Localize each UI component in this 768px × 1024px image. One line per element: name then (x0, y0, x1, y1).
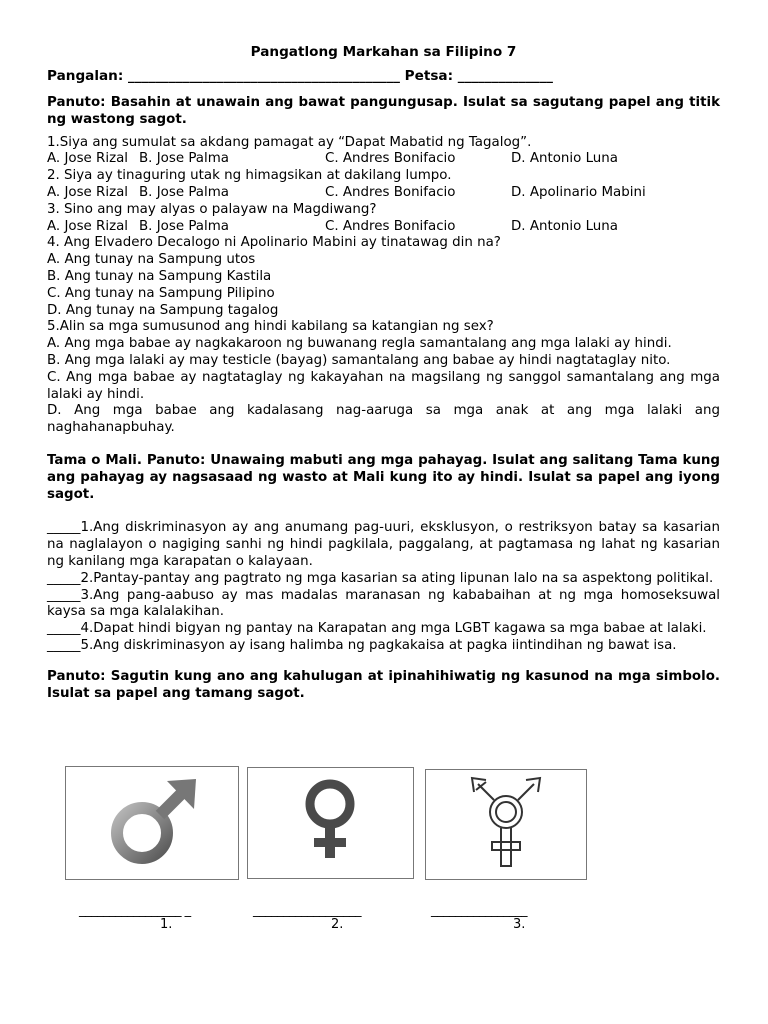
question-1-choices (47, 151, 720, 168)
name-field: ________________________________________ (128, 68, 400, 84)
section3-instruction: Panuto: Sagutin kung ano ang kahulugan at ipinahihiwatig ng kasunod na mga simbolo. Isulat sa papel ang tamang sagot. (47, 668, 720, 701)
symbol-box-1 (65, 766, 239, 880)
choice-a: A. Jose Rizal (47, 151, 129, 167)
transgender-symbol-icon (426, 770, 586, 879)
worksheet (47, 44, 720, 702)
question-5: 5.Alin sa mga sumusunod ang hindi kabilang sa katangian ng sex? (47, 319, 494, 335)
section1-instruction: Panuto: Basahin at unawain ang bawat pangungusap. Isulat sa sagutang papel ang titik ng wastong sagot. (47, 95, 720, 127)
question-3-choices (47, 219, 720, 236)
choice-a: A. Jose Rizal (47, 184, 129, 200)
choice-a: A. Ang mga babae ay nagkakaroon ng buwanang regla samantalang ang mga lalaki ay hindi. (47, 336, 672, 352)
true-false-item-3: _____3.Ang pang-aabuso ay mas madalas maranasan ng kababaihan at ng mga homoseksuwal kaysa sa mga kalalakihan. (47, 587, 720, 620)
true-false-item-5: _____5.Ang diskriminasyon ay isang halimba ng pagkakaisa at pagka iintindihan ng bawat isa. (47, 637, 677, 653)
choice-c: C. Andres Bonifacio (325, 151, 456, 167)
choice-b: B. Ang mga lalaki ay may testicle (bayag) samantalang ang babae ay hindi nagtataglay nito. (47, 352, 671, 368)
true-false-item-2: _____2.Pantay-pantay ang pagtrato ng mga kasarian sa ating lipunan lalo na sa aspektong politikal. (47, 570, 714, 586)
choice-c: C. Ang tunay na Sampung Pilipino (47, 285, 275, 301)
name-label: Pangalan: (47, 68, 124, 84)
choice-d: D. Apolinario Mabini (511, 184, 646, 200)
choice-a: A. Ang tunay na Sampung utos (47, 252, 256, 268)
date-label: Petsa: (404, 68, 454, 84)
choice-d: D. Antonio Luna (511, 151, 618, 167)
answer-blank-1: _________________ _ (79, 903, 191, 918)
symbol-box-2 (247, 767, 414, 879)
name-date-line (47, 68, 720, 84)
choice-b: B. Jose Palma (139, 151, 229, 167)
female-symbol-icon (248, 768, 413, 878)
section2-instruction: Tama o Mali. Panuto: Unawaing mabuti ang mga pahayag. Isulat ang salitang Tama kung ang pahayag ay nagsasaad ng wasto at Mali kung ito ay hindi. Isulat sa papel ang iyong sagot. (47, 452, 720, 502)
choice-a: A. Jose Rizal (47, 218, 129, 234)
answer-blank-3: ________________ (431, 903, 527, 918)
answer-number-2: 2. (331, 917, 344, 932)
page-title: Pangatlong Markahan sa Filipino 7 (250, 44, 517, 60)
question-2: 2. Siya ay tinaguring utak ng himagsikan at dakilang lumpo. (47, 168, 452, 184)
true-false-item-1: _____1.Ang diskriminasyon ay ang anumang pag-uuri, eksklusyon, o restriksyon batay sa kasarian na naglalayon o nagiging sanhi ng hindi pagkilala, paggalang, at pagtamasa ng lahat ng kasarian ng kanilang mga karapatan o kalayaan. (47, 520, 720, 569)
choice-d: D. Antonio Luna (511, 218, 618, 234)
question-4: 4. Ang Elvadero Decalogo ni Apolinario Mabini ay tinatawag din na? (47, 235, 501, 251)
date-field: ______________ (457, 68, 553, 84)
true-false-item-4: _____4.Dapat hindi bigyan ng pantay na Karapatan ang mga LGBT kagawa sa mga babae at lalaki. (47, 621, 707, 637)
choice-c: C. Andres Bonifacio (325, 184, 456, 200)
question-3: 3. Sino ang may alyas o palayaw na Magdiwang? (47, 201, 377, 217)
symbol-box-3 (425, 769, 587, 880)
answer-number-3: 3. (513, 917, 526, 932)
question-1: 1.Siya ang sumulat sa akdang pamagat ay “Dapat Mabatid ng Tagalog”. (47, 134, 532, 150)
choice-d: D. Ang tunay na Sampung tagalog (47, 302, 279, 318)
question-2-choices (47, 185, 720, 202)
choice-b: B. Jose Palma (139, 218, 229, 234)
choice-d: D. Ang mga babae ang kadalasang nag-aaruga sa mga anak at ang mga lalaki ang naghahanapbuhay. (47, 403, 720, 436)
choice-b: B. Ang tunay na Sampung Kastila (47, 268, 272, 284)
choice-c: C. Ang mga babae ay nagtataglay ng kakayahan na magsilang ng sanggol samantalang ang mga lalaki ay hindi. (47, 369, 720, 402)
male-symbol-icon (66, 767, 238, 879)
choice-b: B. Jose Palma (139, 184, 229, 200)
answer-blank-2: __________________ (253, 903, 361, 918)
answer-number-1: 1. (160, 917, 173, 932)
choice-c: C. Andres Bonifacio (325, 218, 456, 234)
